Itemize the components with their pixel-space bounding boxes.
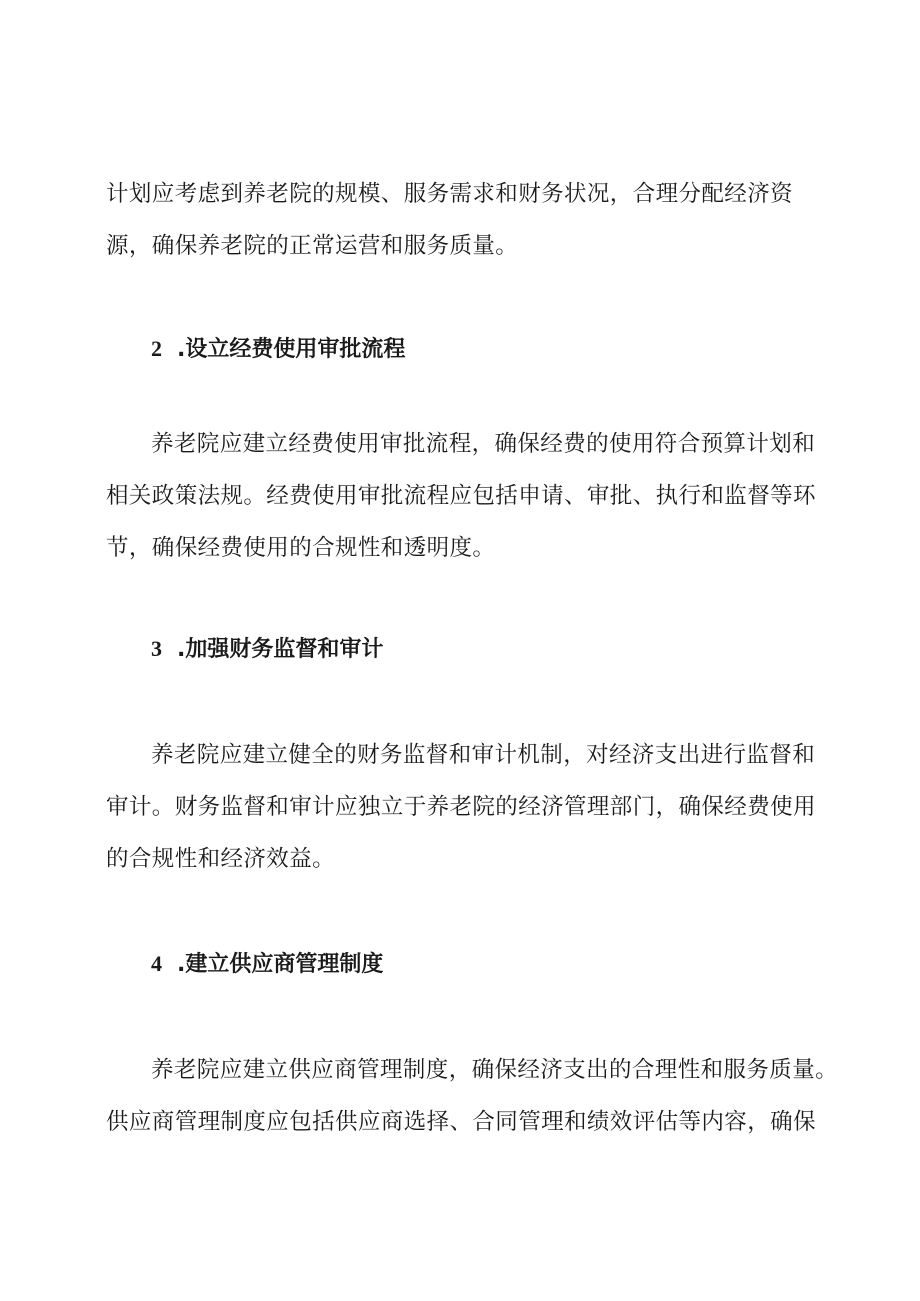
section-4-paragraph bbox=[106, 1044, 839, 1148]
intro-line-2: 源，确保养老院的正常运营和服务质量。 bbox=[106, 233, 519, 259]
section-4-heading bbox=[151, 948, 383, 981]
section-2-line-1: 养老院应建立经费使用审批流程，确保经费的使用符合预算计划和 bbox=[151, 431, 816, 457]
section-3-line-2: 审计。财务监督和审计应独立于养老院的经济管理部门，确保经费使用 bbox=[106, 794, 816, 820]
section-2-line-3: 节，确保经费使用的合规性和透明度。 bbox=[106, 535, 496, 561]
section-2-paragraph bbox=[106, 418, 822, 574]
section-3-line-3: 的合规性和经济效益。 bbox=[106, 846, 336, 872]
section-4-line-2: 供应商管理制度应包括供应商选择、合同管理和绩效评估等内容，确保 bbox=[106, 1109, 816, 1135]
section-3-title: .加强财务监督和审计 bbox=[177, 637, 384, 662]
section-2-line-2: 相关政策法规。经费使用审批流程应包括申请、审批、执行和监督等环 bbox=[106, 483, 816, 509]
section-2-title: .设立经费使用审批流程 bbox=[177, 337, 406, 362]
section-3-number: 3 bbox=[151, 636, 162, 661]
section-2-heading bbox=[151, 333, 405, 366]
intro-line-1: 计划应考虑到养老院的规模、服务需求和财务状况，合理分配经济资 bbox=[106, 181, 794, 207]
section-3-heading bbox=[151, 633, 383, 666]
section-4-title: .建立供应商管理制度 bbox=[177, 952, 384, 977]
section-2-number: 2 bbox=[151, 336, 162, 361]
intro-paragraph bbox=[106, 168, 822, 272]
section-3-line-1: 养老院应建立健全的财务监督和审计机制，对经济支出进行监督和 bbox=[151, 742, 816, 768]
section-3-paragraph bbox=[106, 729, 822, 885]
section-4-line-1: 养老院应建立供应商管理制度，确保经济支出的合理性和服务质量。 bbox=[151, 1057, 839, 1083]
section-4-number: 4 bbox=[151, 951, 162, 976]
